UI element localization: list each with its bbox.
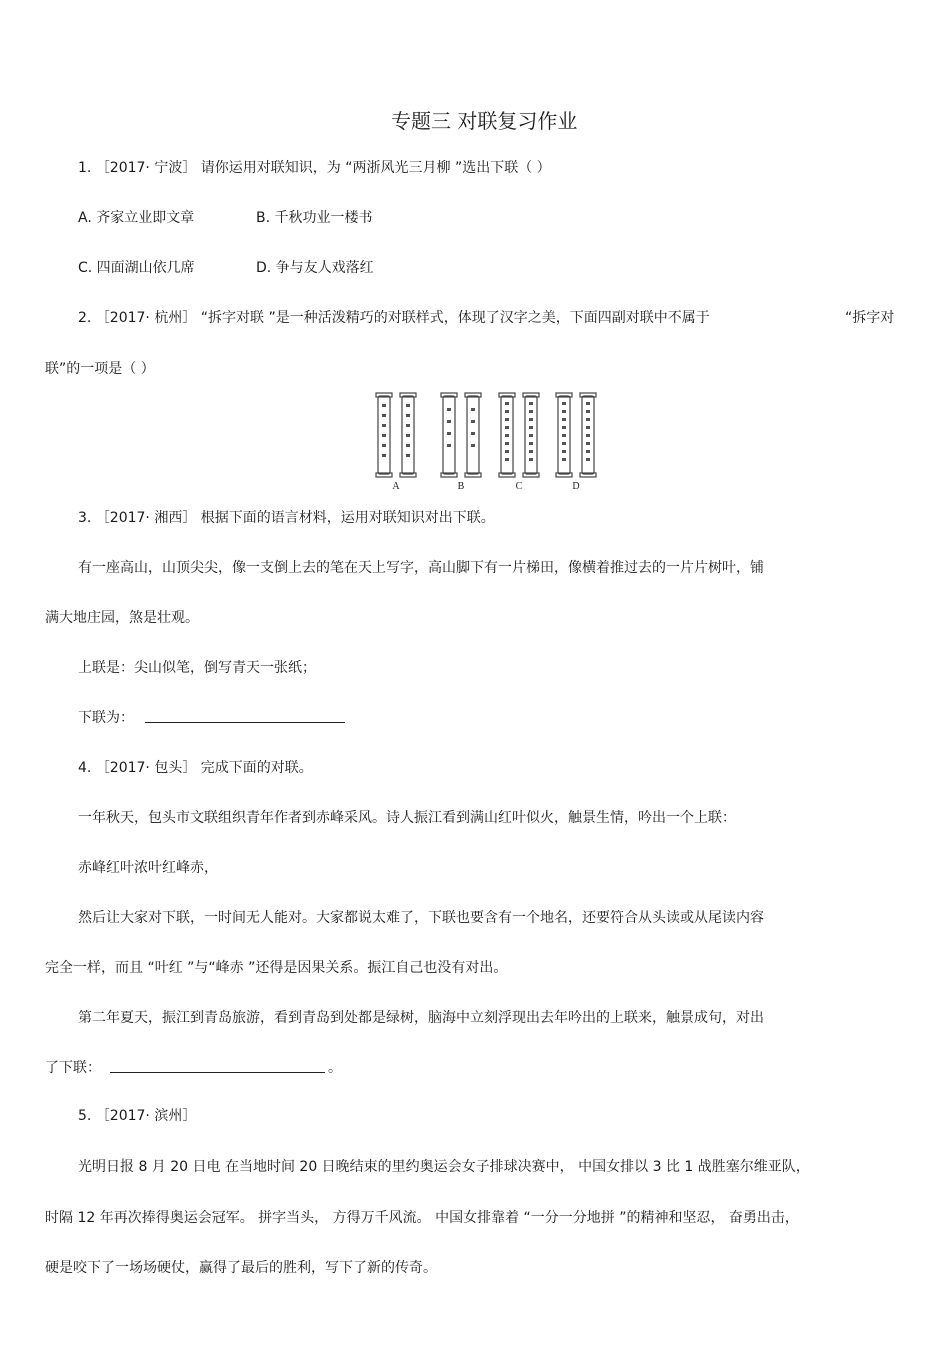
q1-stem: 1. ［2017· 宁波］ 请你运用对联知识，为 “两浙风光三月柳 ”选出下联（ ） xyxy=(78,160,551,176)
q4-p6: 了下联： xyxy=(45,1060,101,1076)
q4-answer-blank[interactable] xyxy=(110,1058,325,1079)
q3-stem: 3. ［2017· 湘西］ 根据下面的语言材料，运用对联知识对出下联。 xyxy=(78,510,495,526)
q4-p2: 赤峰红叶浓叶红峰赤， xyxy=(78,860,218,876)
scroll-label-a: A xyxy=(392,481,400,490)
q3-para1: 有一座高山，山顶尖尖，像一支倒上去的笔在天上写字，高山脚下有一片梯田，像横着推过去的一片片树叶，铺 xyxy=(78,560,764,576)
scroll-label-d: D xyxy=(572,481,580,490)
q3-upper-couplet: 上联是：尖山似笔，倒写青天一张纸； xyxy=(78,660,316,676)
couplet-scrolls-figure xyxy=(370,390,602,490)
q4-p5: 第二年夏天，振江到青岛旅游，看到青岛到处都是绿树，脑海中立刻浮现出去年吟出的上联来，触景成句，对出 xyxy=(78,1010,764,1026)
q5-p1: 光明日报 8 月 20 日电 在当地时间 20 日晚结束的里约奥运会女子排球决赛中， 中国女排以 3 比 1 战胜塞尔维亚队， xyxy=(78,1159,810,1175)
q1-option-d: D. 争与友人戏落红 xyxy=(256,260,374,276)
q4-stem: 4. ［2017· 包头］ 完成下面的对联。 xyxy=(78,760,313,776)
q1-option-c: C. 四面湖山依几席 xyxy=(78,260,195,276)
q2-line2: 联”的一项是（ ） xyxy=(45,361,155,377)
q1-option-b: B. 千秋功业一楼书 xyxy=(256,210,373,226)
q4-p3: 然后让大家对下联，一时间无人能对。大家都说太难了，下联也要含有一个地名，还要符合从头读或从尾读内容 xyxy=(78,910,764,926)
q5-p3: 硬是咬下了一场场硬仗，赢得了最后的胜利，写下了新的传奇。 xyxy=(45,1260,437,1276)
q4-p1: 一年秋天，包头市文联组织青年作者到赤峰采风。诗人振江看到满山红叶似火，触景生情，吟出一个上联： xyxy=(78,810,736,826)
q1-option-a: A. 齐家立业即文章 xyxy=(78,210,195,226)
q3-answer-blank[interactable] xyxy=(145,708,345,729)
scroll-glyphs xyxy=(382,402,590,461)
q4-period: 。 xyxy=(328,1060,342,1076)
q3-para2: 满大地庄园，煞是壮观。 xyxy=(45,610,199,626)
q3-lower-label: 下联为： xyxy=(78,710,134,726)
q5-p2: 时隔 12 年再次捧得奥运会冠军。 拼字当头， 方得万千风流。 中国女排靠着 “一分一分地拼 ”的精神和坚忍， 奋勇出击， xyxy=(45,1210,799,1226)
q5-stem: 5. ［2017· 滨州］ xyxy=(78,1108,197,1124)
q4-p4: 完全一样，而且 “叶红 ”与“峰赤 ”还得是因果关系。振江自己也没有对出。 xyxy=(45,960,508,976)
q2-line1: 2. ［2017· 杭州］ “拆字对联 ”是一种活泼精巧的对联样式，体现了汉字之美，下面四副对联中不属于 xyxy=(78,310,710,326)
q2-line1-tail: “拆字对 xyxy=(845,310,895,326)
scroll-label-c: C xyxy=(515,481,523,490)
page-title: 专题三 对联复习作业 xyxy=(391,109,578,133)
scroll-label-b: B xyxy=(457,481,465,490)
